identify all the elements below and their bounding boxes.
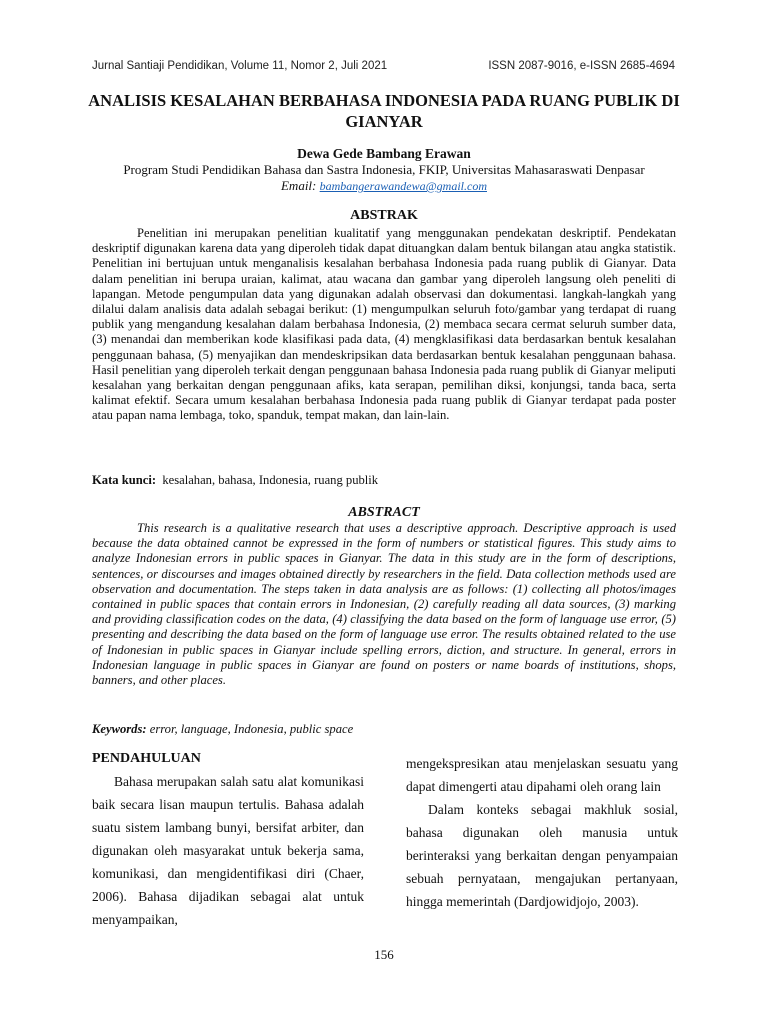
issn: ISSN 2087-9016, e-ISSN 2685-4694 xyxy=(488,60,675,72)
intro-paragraph-1-cont: mengekspresikan atau menjelaskan sesuatu yang dapat dimengerti atau dipahami oleh orang lain xyxy=(406,756,678,794)
intro-paragraph-2: Dalam konteks sebagai makhluk sosial, bahasa digunakan oleh manusia untuk berinteraksi yang berkaitan dengan penyampaian sebuah pernyataan, mengajukan pertanyaan, hingga memerintah (Dardjowidjojo, 2003). xyxy=(406,802,678,909)
email-label: Email: xyxy=(280,178,317,193)
kata-kunci-values: kesalahan, bahasa, Indonesia, ruang publik xyxy=(162,473,379,487)
abstrak-body: Penelitian ini merupakan penelitian kualitatif yang menggunakan pendekatan deskriptif. Pendekatan deskriptif digunakan karena data yang diperoleh tidak dapat dituangkan dalam bentuk bilangan atau angka statistik. Penelitian ini bertujuan untuk menganalisis kesalahan berbahasa Indonesia pada ruang publik di Gianyar. Data dalam penelitian ini berupa uraian, kalimat, atau wacana dan gambar yang diperoleh langsung oleh peneliti di lapangan. Metode pengumpulan data yang digunakan adalah observasi dan dokumentasi. langkah-langkah yang dilalui dalam analisis data adalah sebagai berikut: (1) mengumpulkan seluruh foto/gambar yang terdapat di ruang publik yang mengandung kesalahan dalam berbahasa Indonesia, (2) membaca secara cermat seluruh sumber data, (3) menandai dan memberikan kode klasifikasi pada data, (4) mengklasifikasi data berdasarkan bentuk kesalahan penggunaan bahasa, (5) menyajikan dan mendeskripsikan data berdasarkan bentuk kesalahan penggunaan bahasa. Hasil penelitian yang diperoleh terkait dengan penggunaan bahasa Indonesia pada ruang publik di Gianyar meliputi kesalahan yang berkaitan dengan penggunaan afiks, kata serapan, pemilihan diksi, konjungsi, tanda baca, serta kalimat efektif. Secara umum kesalahan berbahasa Indonesia pada ruang publik di Gianyar terdapat pada poster atau papan nama lembaga, toko, spanduk, tempat makan, dan lain-lain. xyxy=(92,226,676,423)
journal-name: Jurnal Santiaji Pendidikan, Volume 11, Nomor 2, Juli 2021 xyxy=(92,60,388,72)
kata-kunci xyxy=(92,473,676,488)
abstract-body: This research is a qualitative research that uses a descriptive approach. Descriptive approach is used because the data obtained cannot be expressed in the form of numbers or statistical figures. This study aims to analyze Indonesian errors in public spaces in Gianyar. The data in this study are in the form of descriptions, sentences, or discourses and images obtained directly by researchers in the field. Data collection methods used are observation and documentation. The steps taken in data analysis are as follows: (1) collecting all photos/images contained in public spaces that contain errors in Indonesian, (2) carefully reading all data sources, (3) marking and providing classification codes on the data, (4) classifying the data based on the form of language use error, (5) presenting and describing the data based on the form of language use error. The results obtained related to the use of Indonesian in public spaces in Gianyar include spelling errors, diction, and structure. In general, errors in Indonesian language in public spaces in Gianyar are found on posters or name boards of institutions, shops, banners, and other places. xyxy=(92,521,676,688)
author-affiliation: Program Studi Pendidikan Bahasa dan Sastra Indonesia, FKIP, Universitas Mahasaraswati Denpasar xyxy=(123,162,645,177)
keywords xyxy=(92,722,676,737)
running-header xyxy=(92,60,675,72)
author-name: Dewa Gede Bambang Erawan xyxy=(297,146,471,161)
abstract-heading: ABSTRACT xyxy=(348,505,420,520)
intro-paragraph-1: Bahasa merupakan salah satu alat komunikasi baik secara lisan maupun tertulis. Bahasa adalah suatu sistem lambang bunyi, bersifat arbiter, dan digunakan oleh masyarakat untuk bekerja sama, komunikasi, dan mengidentifikasi diri (Chaer, 2006). Bahasa dijadikan sebagai alat untuk menyampaikan, xyxy=(92,774,364,927)
keywords-label: Keywords: xyxy=(92,722,147,736)
intro-heading: PENDAHULUAN xyxy=(92,751,201,766)
author-email-line xyxy=(0,178,768,194)
kata-kunci-label: Kata kunci: xyxy=(92,473,157,487)
paper-title: ANALISIS KESALAHAN BERBAHASA INDONESIA PADA RUANG PUBLIK DI GIANYAR xyxy=(88,91,680,131)
email-link[interactable]: bambangerawandewa@gmail.com xyxy=(319,179,487,193)
page-number: 156 xyxy=(374,947,394,962)
abstrak-heading: ABSTRAK xyxy=(350,208,418,223)
intro-left-column xyxy=(92,748,364,931)
intro-right-column xyxy=(406,752,678,913)
keywords-values: error, language, Indonesia, public space xyxy=(149,722,354,736)
